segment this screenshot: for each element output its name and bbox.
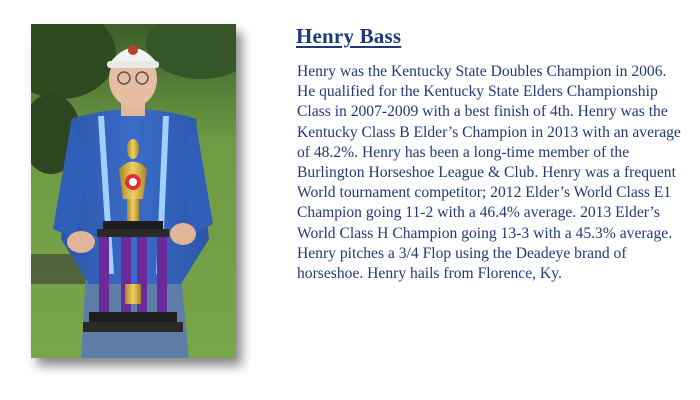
bio-text: Henry was the Kentucky State Doubles Champion in 2006. He qualified for the Kentucky State Elders Championship Class in 2007-2009 with a best finish of 4th. Henry was the Kentucky Class B Elder’s Champion in 2013 with an average of 48.2%. Henry has been a long-time member of the Burlington Horseshoe League & Club. Henry was a frequent World tournament competitor; 2012 Elder’s World Class E1 Champion going 11-2 with a 46.4% average. 2013 Elder’s World Class H Champion going 13-3 with a 45.3% average. Henry pitches a 3/4 Flop using the Deadeye brand of horseshoe. Henry hails from Florence, Ky. [297, 63, 681, 283]
profile-photo [31, 24, 236, 358]
page-title: Henry Bass [296, 24, 402, 48]
photo-image [31, 24, 236, 358]
